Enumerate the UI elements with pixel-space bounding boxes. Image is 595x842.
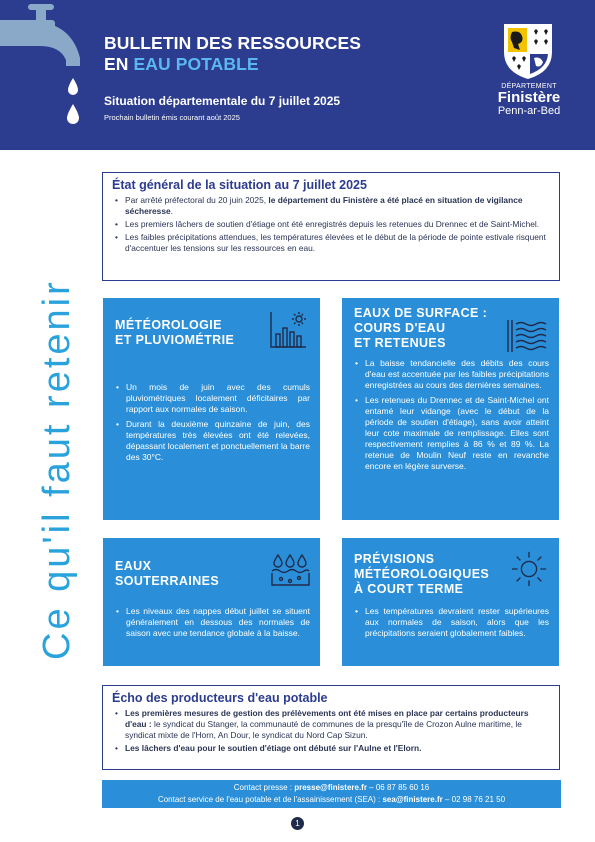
meteo-bullet-2: • Durant la deuxième quinzaine de juin, des températures très élevées ont été relevées, dépassant localement et ponctuellement la barre des 30°C.: [115, 419, 310, 463]
page-number: 1: [291, 817, 304, 830]
card-meteorologie: [103, 298, 320, 520]
sea-contact-line: Contact service de l'eau potable et de l'assainissement (SEA) : sea@finistere.fr – 02 98 76 21 50: [157, 795, 506, 804]
echo-bullet-1: • Les premières mesures de gestion des prélèvements ont été mises en place par certains producteurs d'eau : le syndicat du Stanger, la communauté de communes de la presqu'île de Crozon Aulne maritime, le syndicat mixte de l'Horn, An Dour, le syndicat du Nord Cap Sizun.: [113, 708, 551, 741]
finistere-crest-logo: [500, 22, 556, 80]
bulletin-title-accent: EAU POTABLE: [133, 54, 259, 74]
next-bulletin-note: Prochain bulletin émis courant août 2025: [104, 113, 240, 122]
contact-footer: [102, 780, 561, 808]
card-eaux-surface: [342, 298, 559, 520]
producers-echo-box: [102, 685, 560, 770]
bulletin-title: BULLETIN DES RESSOURCES EN EAU POTABLE: [104, 33, 362, 74]
sea-email-link[interactable]: sea@finistere.fr: [382, 795, 443, 804]
bulletin-subtitle: Situation départementale du 7 juillet 2025: [104, 94, 341, 108]
faucet-icon: [0, 0, 100, 140]
producers-echo-title: Écho des producteurs d'eau potable: [112, 691, 328, 705]
meteo-bullet-1: • Un mois de juin avec des cumuls pluviométriques localement déficitaires par rapport aux normales de saison.: [115, 382, 310, 415]
surface-bullet-1: • La baisse tendancielle des débits des cours d'eau est accentuée par les faibles précipitations enregistrées au cours des dernières semaines.: [354, 358, 549, 391]
general-bullet-3: • Les faibles précipitations attendues, les températures élevées et le début de la période de pointe estivale risquent d'accentuer les tensions sur les ressources en eau.: [113, 232, 551, 254]
dam-water-icon: [504, 318, 548, 354]
general-state-box: [102, 172, 560, 281]
previsions-bullet-1: • Les températures devraient rester supérieures aux normales de saison, alors que les précipitations seraient globalement faibles.: [354, 606, 549, 639]
sun-icon: [510, 550, 548, 588]
header-banner: [0, 0, 595, 150]
general-state-title: État général de la situation au 7 juillet 2025: [112, 178, 367, 192]
card-eaux-souterraines: [103, 538, 320, 666]
card-previsions: [342, 538, 559, 666]
general-bullet-2: • Les premiers lâchers de soutien d'étiage ont été enregistrés depuis les retenues du Drennec et de Saint-Michel.: [113, 219, 551, 230]
department-logo-text: DÉPARTEMENT Finistère Penn-ar-Bed: [497, 83, 561, 117]
card-previsions-title: PRÉVISIONS MÉTÉOROLOGIQUES À COURT TERME: [354, 552, 490, 596]
echo-bullet-2: • Les lâchers d'eau pour le soutien d'étiage ont débuté sur l'Aulne et l'Elorn.: [113, 743, 551, 754]
general-bullet-1: • Par arrêté préfectoral du 20 juin 2025, le département du Finistère a été placé en situation de vigilance sécheresse.: [113, 195, 551, 217]
card-meteorologie-title: MÉTÉOROLOGIE ET PLUVIOMÉTRIE: [115, 318, 235, 347]
groundwater-drops-icon: [270, 551, 310, 587]
card-eaux-surface-title: EAUX DE SURFACE : COURS D'EAU ET RETENUES: [354, 306, 488, 350]
souterraines-bullet-1: • Les niveaux des nappes début juillet se situent généralement en dessous des normales de saison avec une tendance globale à la baisse.: [115, 606, 310, 639]
side-heading: Ce qu'il faut retenir: [36, 279, 78, 660]
card-eaux-souterraines-title: EAUX SOUTERRAINES: [115, 559, 220, 588]
press-contact-line: Contact presse : presse@finistere.fr – 06 87 85 60 16: [233, 783, 430, 792]
rain-chart-icon: [268, 310, 308, 350]
press-email-link[interactable]: presse@finistere.fr: [294, 783, 367, 792]
header-wave-divider: [0, 140, 595, 162]
surface-bullet-2: • Les retenues du Drennec et de Saint-Michel ont entamé leur vidange (avec le début de la période de soutien d'étiage), sans avoir atteint leur cote maximale de remplissage. Elles sont respectivement remplies à 86 % et 89 %. La retenue de Moulin Neuf reste en revanche encore en légère surverse.: [354, 395, 549, 472]
